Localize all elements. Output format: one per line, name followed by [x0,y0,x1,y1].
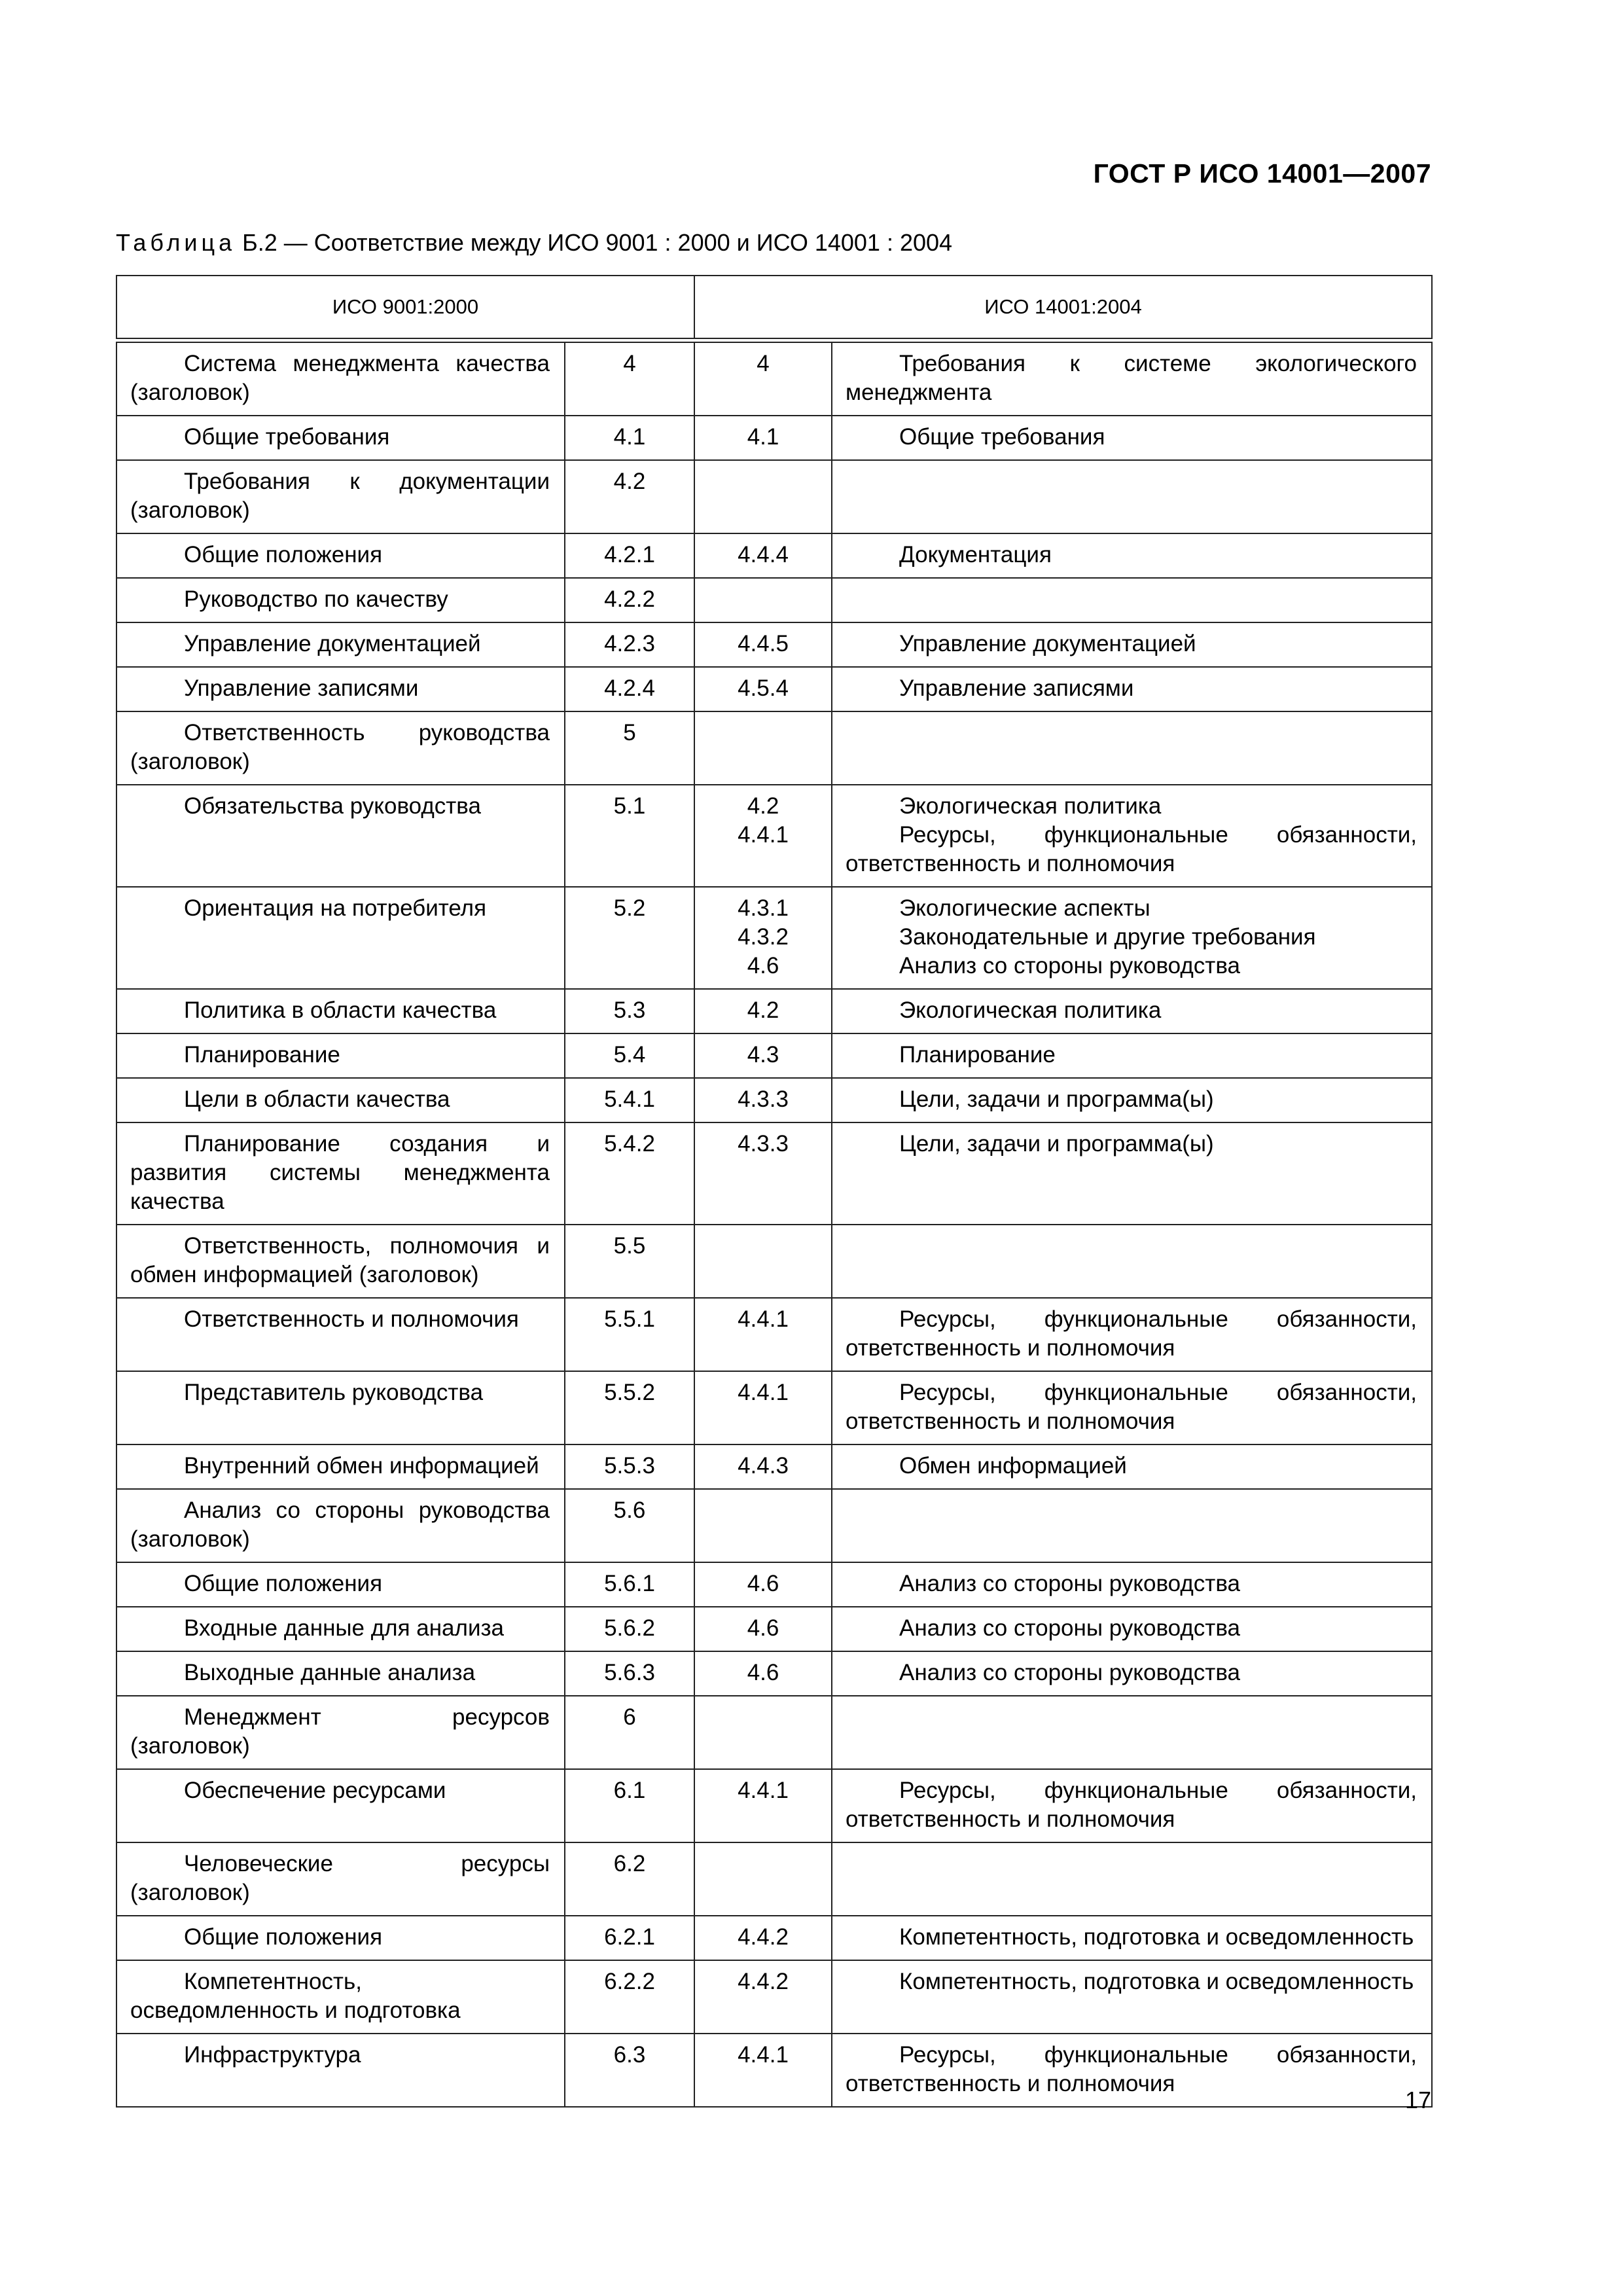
iso9001-clause-cell: 6.3 [565,2034,694,2107]
table-row [116,460,1432,533]
iso9001-title-cell: Планирование создания и развития системы менеджмента качества [116,1122,565,1225]
table-header-row [116,276,1432,338]
iso14001-clause: 4.6 [747,1615,779,1641]
iso14001-title: Ресурсы, функциональные обязанности, ответственность и полномочия [846,2042,1418,2096]
iso14001-title-cell [832,1696,1432,1769]
iso14001-clause: 4.3 [747,1042,779,1067]
table-row [116,342,1432,416]
iso9001-clause-cell: 4.2.3 [565,622,694,667]
iso9001-clause-cell: 4.2.4 [565,667,694,711]
iso14001-clause-cell [694,2034,832,2107]
iso9001-title-cell: Общие требования [116,416,565,460]
iso9001-clause-cell: 5.4.1 [565,1078,694,1122]
iso9001-clause-cell: 4.2.2 [565,578,694,622]
iso14001-title-cell [832,1078,1432,1122]
iso14001-title-cell [832,1444,1432,1489]
table-row [116,1078,1432,1122]
iso14001-clause: 4.3.1 [738,895,789,921]
table-row [116,578,1432,622]
table-row [116,1225,1432,1298]
iso14001-clause-cell [694,1562,832,1607]
iso14001-clause-cell [694,416,832,460]
iso14001-clause-cell [694,667,832,711]
iso14001-title: Компетентность, подготовка и осведомленность [899,1924,1414,1950]
iso14001-clause: 4.4.1 [738,1380,789,1405]
iso14001-title-cell [832,1225,1432,1298]
iso9001-title-cell: Обеспечение ресурсами [116,1769,565,1842]
iso14001-clause: 4.4.1 [738,822,789,848]
iso14001-clause-cell [694,989,832,1033]
iso9001-title-cell: Инфраструктура [116,2034,565,2107]
iso9001-title-cell: Ориентация на потребителя [116,887,565,989]
iso9001-clause-cell: 5.4.2 [565,1122,694,1225]
iso14001-title: Ресурсы, функциональные обязанности, ответственность и полномочия [846,1778,1418,1832]
iso14001-clause: 4.6 [747,953,779,978]
iso14001-clause: 4.3.2 [738,924,789,950]
iso14001-clause: 4.3.3 [738,1131,789,1157]
iso9001-title-cell: Управление записями [116,667,565,711]
document-header: ГОСТ Р ИСО 14001—2007 [1093,158,1431,188]
iso14001-title-cell [832,1960,1432,2034]
iso14001-clause: 4.4.5 [738,631,789,656]
iso14001-title-cell [832,1916,1432,1960]
iso9001-clause-cell: 5.3 [565,989,694,1033]
iso14001-clause: 4.4.3 [738,1453,789,1479]
iso14001-title-cell [832,416,1432,460]
iso14001-clause: 4.6 [747,1571,779,1596]
iso9001-title-cell: Менеджмент ресурсов (заголовок) [116,1696,565,1769]
iso9001-clause-cell: 4 [565,342,694,416]
iso14001-title: Анализ со стороны руководства [899,1571,1240,1596]
iso14001-title-cell [832,785,1432,887]
iso14001-clause-cell [694,1842,832,1916]
iso9001-clause-cell: 5.5 [565,1225,694,1298]
iso14001-clause-cell [694,1489,832,1562]
table-row [116,622,1432,667]
iso9001-clause-cell: 5.4 [565,1033,694,1078]
iso14001-title-cell [832,1607,1432,1651]
iso9001-clause-cell: 5.2 [565,887,694,989]
iso14001-clause-cell [694,1444,832,1489]
iso14001-clause-cell [694,622,832,667]
iso14001-title-cell [832,1769,1432,1842]
iso9001-clause-cell: 6 [565,1696,694,1769]
iso14001-title-cell [832,1489,1432,1562]
iso14001-title: Экологические аспекты [899,895,1150,921]
iso9001-clause-cell: 5.5.1 [565,1298,694,1371]
iso14001-clause: 4.2 [747,997,779,1023]
table-row [116,887,1432,989]
iso9001-title-cell: Ответственность руководства (заголовок) [116,711,565,785]
table-row [116,1769,1432,1842]
iso9001-clause-cell: 6.1 [565,1769,694,1842]
iso14001-clause: 4.5.4 [738,675,789,701]
iso14001-clause-cell [694,1033,832,1078]
iso9001-title-cell: Система менеджмента качества (заголовок) [116,342,565,416]
table-caption-text: Б.2 — Соответствие между ИСО 9001 : 2000 и ИСО 14001 : 2004 [236,229,953,256]
table-row [116,533,1432,578]
table-row [116,2034,1432,2107]
iso14001-clause-cell [694,1078,832,1122]
iso9001-clause-cell: 5 [565,711,694,785]
iso14001-title-cell [832,1298,1432,1371]
iso14001-title: Ресурсы, функциональные обязанности, ответственность и полномочия [846,1306,1418,1361]
iso14001-title-cell [832,1651,1432,1696]
table-row [116,1371,1432,1444]
iso14001-title: Анализ со стороны руководства [899,1615,1240,1641]
iso9001-title-cell: Ответственность, полномочия и обмен информацией (заголовок) [116,1225,565,1298]
iso9001-title-cell: Обязательства руководства [116,785,565,887]
iso14001-clause-cell [694,887,832,989]
header-iso9001: ИСО 9001:2000 [116,276,694,338]
iso9001-title-cell: Планирование [116,1033,565,1078]
iso14001-clause: 4.4.4 [738,542,789,567]
header-iso14001: ИСО 14001:2004 [694,276,1432,338]
table-row [116,1651,1432,1696]
iso14001-title-cell [832,1842,1432,1916]
iso14001-title-cell [832,2034,1432,2107]
table-row [116,1298,1432,1371]
iso14001-clause-cell [694,460,832,533]
iso9001-title-cell: Входные данные для анализа [116,1607,565,1651]
iso9001-title-cell: Руководство по качеству [116,578,565,622]
table-row [116,1033,1432,1078]
table-row [116,416,1432,460]
iso14001-title-cell [832,667,1432,711]
iso14001-title: Законодательные и другие требования [899,924,1316,950]
iso9001-clause-cell: 5.5.3 [565,1444,694,1489]
iso14001-clause-cell [694,711,832,785]
iso14001-title: Документация [899,542,1052,567]
table-row [116,1842,1432,1916]
iso9001-title-cell: Внутренний обмен информацией [116,1444,565,1489]
iso9001-clause-cell: 5.1 [565,785,694,887]
iso14001-clause: 4.3.3 [738,1086,789,1112]
iso14001-clause-cell [694,1696,832,1769]
iso9001-title-cell: Управление документацией [116,622,565,667]
iso14001-clause: 4.1 [747,424,779,450]
iso14001-clause-cell [694,1371,832,1444]
table-row [116,1444,1432,1489]
iso14001-title: Компетентность, подготовка и осведомленность [899,1969,1414,1994]
table-row [116,785,1432,887]
table-body [116,342,1432,2107]
iso14001-clause-cell [694,533,832,578]
iso14001-clause-cell [694,1298,832,1371]
iso9001-title-cell: Общие положения [116,1562,565,1607]
iso9001-clause-cell: 5.6.1 [565,1562,694,1607]
iso14001-title: Анализ со стороны руководства [899,1660,1240,1685]
iso14001-clause-cell [694,578,832,622]
iso9001-title-cell: Анализ со стороны руководства (заголовок) [116,1489,565,1562]
table-row [116,711,1432,785]
table-caption [116,229,952,257]
iso14001-title: Экологическая политика [899,793,1162,819]
iso14001-title: Общие требования [899,424,1105,450]
iso9001-clause-cell: 6.2 [565,1842,694,1916]
iso14001-title-cell [832,1122,1432,1225]
iso14001-title-cell [832,1371,1432,1444]
iso14001-clause: 4.4.1 [738,1306,789,1332]
iso14001-clause: 4.6 [747,1660,779,1685]
iso9001-title-cell: Ответственность и полномочия [116,1298,565,1371]
iso9001-title-cell: Требования к документации (заголовок) [116,460,565,533]
iso14001-clause: 4.4.1 [738,2042,789,2068]
iso14001-title: Ресурсы, функциональные обязанности, ответственность и полномочия [846,822,1418,876]
iso14001-clause-cell [694,1960,832,2034]
iso14001-title: Анализ со стороны руководства [899,953,1240,978]
table-row [116,1562,1432,1607]
table-row [116,1696,1432,1769]
iso9001-clause-cell: 6.2.1 [565,1916,694,1960]
iso9001-clause-cell: 4.2.1 [565,533,694,578]
iso14001-title: Управление документацией [899,631,1196,656]
iso14001-title: Управление записями [899,675,1134,701]
iso14001-clause-cell [694,785,832,887]
iso14001-title: Обмен информацией [899,1453,1127,1479]
iso9001-title-cell: Общие положения [116,1916,565,1960]
iso9001-title-cell: Человеческие ресурсы (заголовок) [116,1842,565,1916]
table-caption-label: Таблица [116,229,236,256]
table-row [116,1122,1432,1225]
iso14001-clause: 4.2 [747,793,779,819]
iso9001-clause-cell: 4.2 [565,460,694,533]
iso14001-title: Ресурсы, функциональные обязанности, ответственность и полномочия [846,1380,1418,1434]
iso14001-clause: 4.4.2 [738,1924,789,1950]
iso14001-title: Цели, задачи и программа(ы) [899,1131,1214,1157]
iso14001-title-cell [832,989,1432,1033]
iso9001-clause-cell: 5.6.3 [565,1651,694,1696]
iso9001-clause-cell: 5.5.2 [565,1371,694,1444]
iso14001-clause-cell [694,1607,832,1651]
table-row [116,1916,1432,1960]
iso14001-clause-cell [694,1769,832,1842]
iso14001-title-cell [832,578,1432,622]
iso9001-title-cell: Политика в области качества [116,989,565,1033]
table-row [116,1489,1432,1562]
iso9001-title-cell: Цели в области качества [116,1078,565,1122]
iso14001-clause-cell [694,342,832,416]
page-number: 17 [1404,2087,1431,2113]
table-row [116,667,1432,711]
table-row [116,1607,1432,1651]
iso9001-title-cell: Компетентность, осведомленность и подготовка [116,1960,565,2034]
iso14001-title-cell [832,1033,1432,1078]
iso14001-clause-cell [694,1916,832,1960]
iso14001-title: Экологическая политика [899,997,1162,1023]
iso14001-clause-cell [694,1651,832,1696]
iso14001-title-cell [832,460,1432,533]
iso14001-title-cell [832,342,1432,416]
iso9001-clause-cell: 5.6.2 [565,1607,694,1651]
iso9001-clause-cell: 4.1 [565,416,694,460]
iso14001-title-cell [832,533,1432,578]
table-row [116,1960,1432,2034]
iso14001-title: Планирование [899,1042,1056,1067]
iso14001-clause: 4 [757,351,770,376]
iso14001-title: Требования к системе экологического менеджмента [846,351,1418,405]
iso9001-title-cell: Представитель руководства [116,1371,565,1444]
iso14001-clause-cell [694,1122,832,1225]
iso14001-clause: 4.4.1 [738,1778,789,1803]
table-row [116,989,1432,1033]
iso14001-clause: 4.4.2 [738,1969,789,1994]
iso9001-title-cell: Общие положения [116,533,565,578]
iso14001-title-cell [832,887,1432,989]
iso14001-title-cell [832,622,1432,667]
iso14001-title-cell [832,711,1432,785]
correspondence-table [116,275,1433,2108]
iso9001-clause-cell: 6.2.2 [565,1960,694,2034]
iso9001-clause-cell: 5.6 [565,1489,694,1562]
iso14001-title-cell [832,1562,1432,1607]
iso14001-title: Цели, задачи и программа(ы) [899,1086,1214,1112]
iso14001-clause-cell [694,1225,832,1298]
iso9001-title-cell: Выходные данные анализа [116,1651,565,1696]
